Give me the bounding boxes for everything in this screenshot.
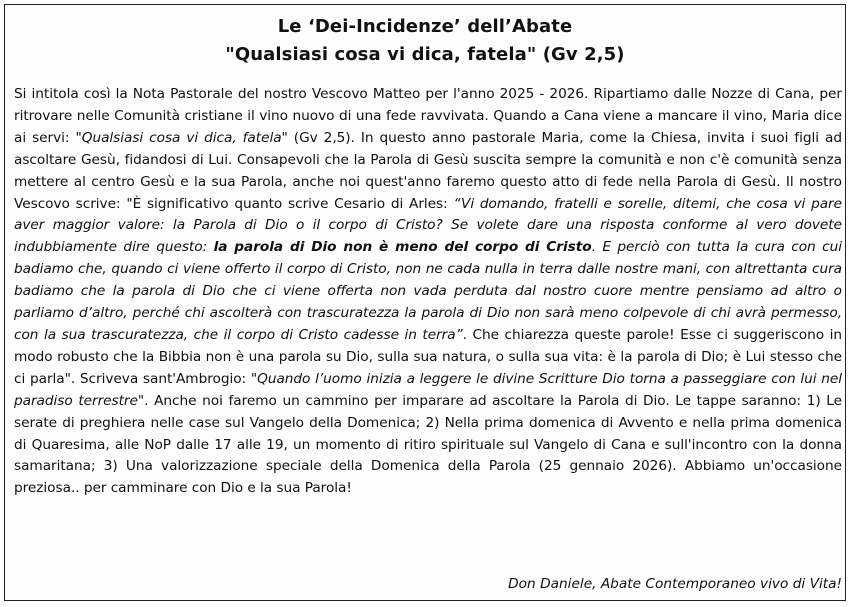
article-title: [5, 13, 845, 69]
quote-cesario: “Vi domando, fratelli e sorelle, ditemi, che cosa vi pare aver maggior valore: la Parola di Dio o il corpo di Cristo? Se volete dare una risposta conforme al vero dovete indubbiamente dire questo:: [14, 195, 842, 256]
body-text-3: . Che chiarezza queste parole! Esse ci suggeriscono in modo robusto che la Bibbia non è una parola su Dio, sulla sua natura, o sulla sua vita: è la parola di Dio; è Lui stesso che ci parla". Scriveva sant'Ambrogio: ": [14, 326, 842, 387]
quote-cana: Qualsiasi cosa vi dica, fatela: [81, 129, 282, 146]
title-line-1: Le ‘Dei-Incidenze’ dell’Abate: [277, 16, 573, 37]
quote-cesario-continued: . E perciò con tutta la cura con cui badiamo che, quando ci viene offerto il corpo di Cristo, non ne cada nulla in terra dalle nostre mani, con altrettanta cura badiamo che la parola di Dio che ci viene offerta non vada perduta dal nostro cuore mentre pensiamo ad altro o parliamo d’altro, perché chi ascolterà con trascuratezza la parola di Dio non sarà meno colpevole di chi avrà permesso, con la sua trascuratezza, che il corpo di Cristo cadesse in terra”: [14, 239, 842, 343]
body-text-2: " (Gv 2,5). In questo anno pastorale Maria, come la Chiesa, invita i suoi figli ad ascoltare Gesù, fidandosi di Lui. Consapevoli che la Parola di Gesù suscita sempre la comunità e non c'è comunità senza mettere al centro Gesù e la sua Parola, anche noi quest'anno faremo questo atto di fede nella Parola di Gesù. Il nostro Vescovo scrive: "È significativo quanto scrive Cesario di Arles:: [14, 129, 842, 212]
signature: Don Daniele, Abate Contemporaneo vivo di Vita!: [508, 576, 842, 592]
body-text-1: Si intitola così la Nota Pastorale del nostro Vescovo Matteo per l'anno 2025 - 2026. Ripartiamo dalle Nozze di Cana, per ritrovare nelle Comunità cristiane il vino nuovo di una fede ravvivata. Quando a Cana viene a mancare il vino, Maria dice ai servi: ": [14, 86, 842, 146]
body-text-4: ". Anche noi faremo un cammino per imparare ad ascoltare la Parola di Dio. Le tappe saranno: 1) Le serate di preghiera nelle case sul Vangelo della Domenica; 2) Nella prima domenica di Avvento e nella prima domenica di Quaresima, alle NoP dalle 17 alle 19, un momento di ritiro spirituale sul Vangelo di Cana e sull'incontro con la donna samaritana; 3) Una valorizzazione speciale della Domenica della Parola (25 gennaio 2026). Abbiamo un'occasione preziosa.. per camminare con Dio e la sua Parola!: [14, 392, 842, 497]
quote-ambrogio: Quando l’uomo inizia a leggere le divine Scritture Dio torna a passeggiare con lui nel paradiso terrestre: [14, 370, 842, 409]
quote-cesario-emphasis: la parola di Dio non è meno del corpo di Cristo: [213, 239, 592, 256]
article-body: [14, 84, 842, 500]
title-line-2: "Qualsiasi cosa vi dica, fatela" (Gv 2,5): [225, 44, 625, 65]
